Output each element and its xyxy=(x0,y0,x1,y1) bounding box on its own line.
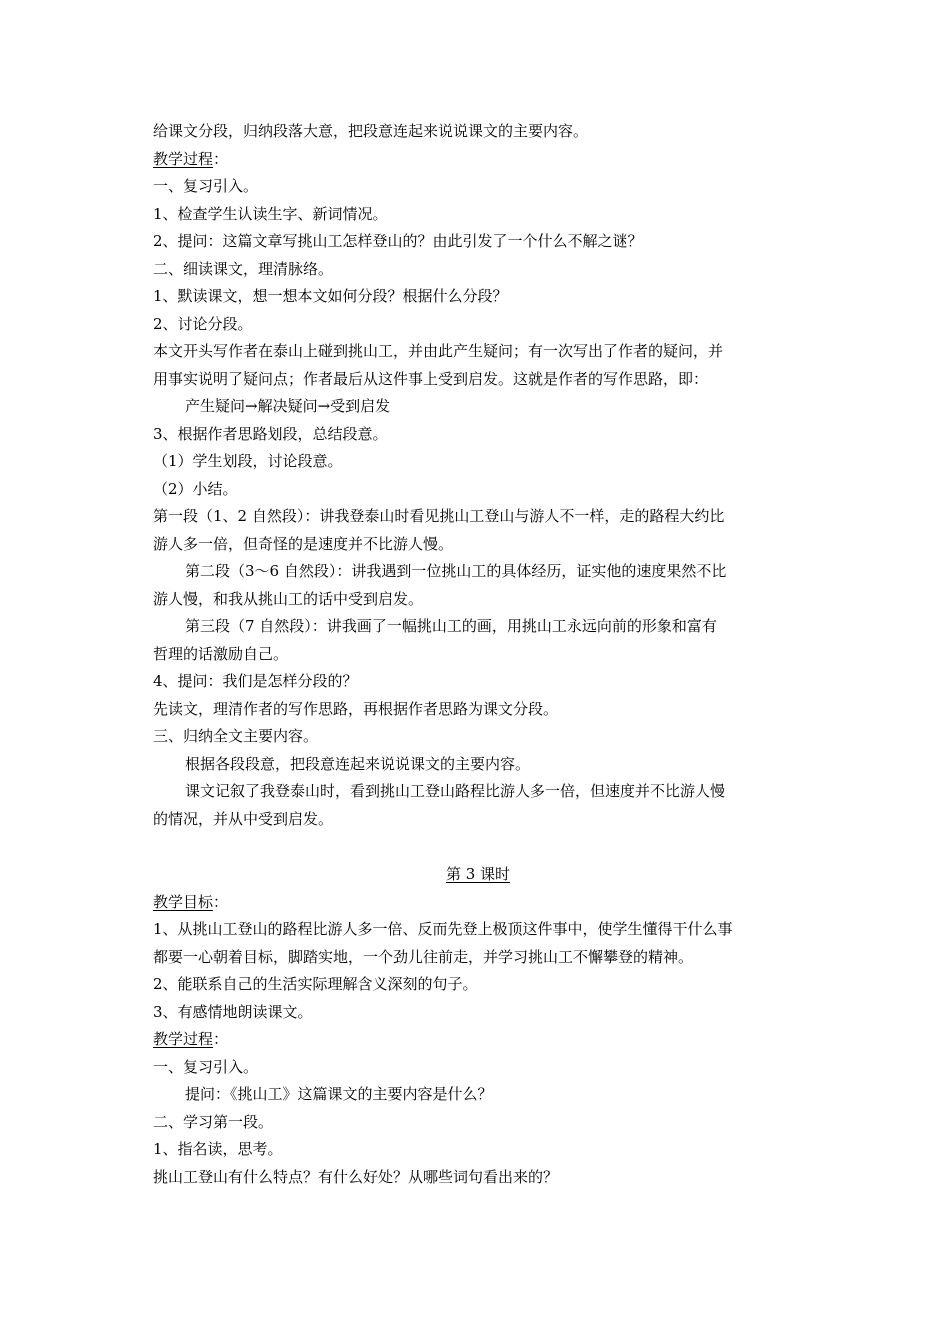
paragraph-line: 先读文，理清作者的写作思路，再根据作者思路为课文分段。 xyxy=(153,699,559,718)
paragraph-line: 2、讨论分段。 xyxy=(153,314,253,333)
paragraph-line: 第二段（3～6 自然段）：讲我遇到一位挑山工的具体经历，证实他的速度果然不比 xyxy=(185,562,727,580)
paragraph-line: 根据各段段意，把段意连起来说说课文的主要内容。 xyxy=(185,754,531,773)
process-heading-row xyxy=(153,146,803,174)
process-heading-2: 教学过程 xyxy=(153,1030,214,1048)
paragraph-line: （1）学生划段，讨论段意。 xyxy=(153,452,343,470)
paragraph-line: 本文开头写作者在泰山上碰到挑山工，并由此产生疑问；有一次写出了作者的疑问，并 xyxy=(153,342,724,360)
goal-line: 2、能联系自己的生活实际理解含义深刻的句子。 xyxy=(153,975,478,993)
goal-line: 都要一心朝着目标，脚踏实地，一个劲儿往前走，并学习挑山工不懈攀登的精神。 xyxy=(153,947,694,966)
paragraph-line: 4、提问：我们是怎样分段的？ xyxy=(153,672,358,690)
paragraph-line: 用事实说明了疑问点；作者最后从这件事上受到启发。这就是作者的写作思路，即： xyxy=(153,369,709,388)
writing-flow-line: 产生疑问→解决疑问→受到启发 xyxy=(185,397,391,415)
goal-line: 3、有感情地朗读课文。 xyxy=(153,1002,313,1021)
paragraph-line: 三、归纳全文主要内容。 xyxy=(153,727,319,745)
goals-heading: 教学目标 xyxy=(153,892,214,911)
paragraph-line: 1、默读课文，想一想本文如何分段？根据什么分段？ xyxy=(153,287,508,305)
process-line: 提问：《挑山工》这篇课文的主要内容是什么？ xyxy=(185,1085,493,1103)
paragraph-line: 游人多一倍，但奇怪的是速度并不比游人慢。 xyxy=(153,534,454,553)
paragraph-line: 游人慢，和我从挑山工的话中受到启发。 xyxy=(153,589,424,608)
document-body xyxy=(153,118,803,1191)
paragraph-line: 哲理的话激励自己。 xyxy=(153,644,289,663)
paragraph-line: 二、细读课文，理清脉络。 xyxy=(153,259,334,278)
lesson-title: 第 3 课时 xyxy=(445,865,511,883)
paragraph-line: 2、提问：这篇文章写挑山工怎样登山的？由此引发了一个什么不解之谜？ xyxy=(153,232,643,250)
paragraph-line: 第一段（1、2 自然段）：讲我登泰山时看见挑山工登山与游人不一样，走的路程大约比 xyxy=(153,507,725,525)
paragraph-line: 一、复习引入。 xyxy=(153,177,259,195)
process-line: 二、学习第一段。 xyxy=(153,1112,274,1131)
lesson-title-row xyxy=(153,861,803,889)
paragraph-line: （2）小结。 xyxy=(153,479,238,498)
paragraph-line: 第三段（7 自然段）：讲我画了一幅挑山工的画，用挑山工永远向前的形象和富有 xyxy=(185,617,717,635)
process-heading-colon: ： xyxy=(213,149,229,168)
goals-heading-colon: ： xyxy=(213,892,229,911)
process-line: 挑山工登山有什么特点？有什么好处？从哪些词句看出来的？ xyxy=(153,1167,559,1186)
process-line: 一、复习引入。 xyxy=(153,1057,259,1076)
section-gap xyxy=(153,833,803,861)
process-heading-colon-2: ： xyxy=(213,1030,229,1048)
paragraph-line: 的情况，并从中受到启发。 xyxy=(153,809,334,828)
goals-heading-row xyxy=(153,889,803,917)
process-heading-row-2 xyxy=(153,1026,803,1054)
paragraph-line: 1、检查学生认读生字、新词情况。 xyxy=(153,204,388,223)
process-heading: 教学过程 xyxy=(153,149,214,168)
paragraph-line: 3、根据作者思路划段，总结段意。 xyxy=(153,424,388,443)
goal-line: 1、从挑山工登山的路程比游人多一倍、反而先登上极顶这件事中，使学生懂得干什么事 xyxy=(153,920,733,938)
process-line: 1、指名读，思考。 xyxy=(153,1140,283,1158)
paragraph-line: 课文记叙了我登泰山时，看到挑山工登山路程比游人多一倍，但速度并不比游人慢 xyxy=(185,782,726,800)
intro-line: 给课文分段，归纳段落大意，把段意连起来说说课文的主要内容。 xyxy=(153,122,589,140)
